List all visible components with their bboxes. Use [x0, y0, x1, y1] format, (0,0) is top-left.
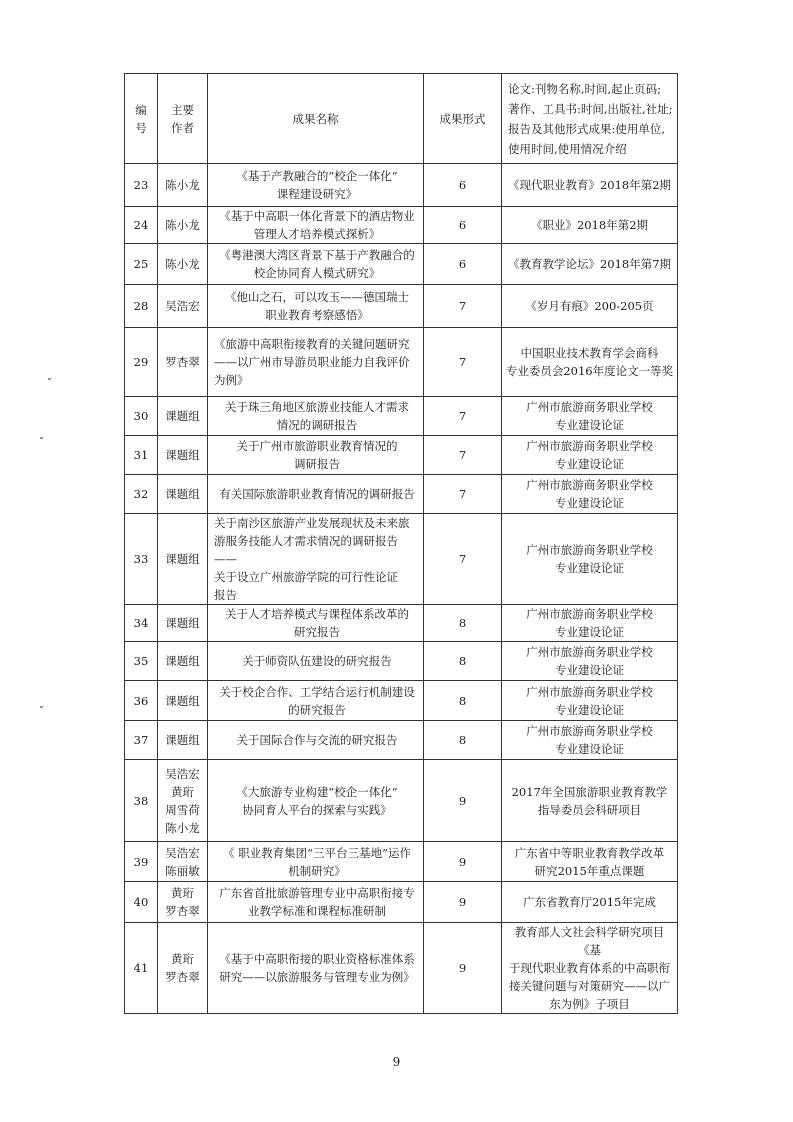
cell-author [158, 760, 208, 842]
cell-author [158, 842, 208, 882]
table-row [125, 164, 678, 207]
cell-author [158, 436, 208, 475]
cell-form: 7 [424, 475, 502, 514]
cell-line: 专业建设论证 [555, 625, 624, 639]
cell-title [208, 760, 424, 842]
table-row [125, 760, 678, 842]
table-row [125, 882, 678, 923]
cell-line: 指导委员会科研项目 [537, 802, 642, 817]
cell-line: 《他山之石，可以攻玉——德国瑞士 [225, 290, 409, 304]
cell-line: 调研报告 [294, 457, 340, 471]
cell-line: 专业建设论证 [555, 663, 624, 677]
cell-line: 广东省首批旅游管理专业中高职衔接专 [219, 886, 415, 900]
cell-form: 6 [424, 207, 502, 244]
cell-line: 吴浩宏 [165, 766, 200, 781]
cell-title [208, 397, 424, 436]
cell-line: 课题组 [165, 616, 200, 630]
cell-no: 30 [125, 397, 158, 436]
cell-usage [502, 328, 678, 397]
cell-no: 29 [125, 328, 158, 397]
cell-no: 35 [125, 642, 158, 681]
cell-line: 广州市旅游商务职业学校 [526, 645, 653, 659]
cell-line: 有关国际旅游职业教育情况的调研报告 [219, 487, 415, 501]
cell-line: 《旅游中高职衔接教育的关键问题研究 [214, 337, 410, 351]
cell-no: 34 [125, 605, 158, 642]
cell-usage [502, 605, 678, 642]
cell-line: 游服务技能人才需求情况的调研报告—— [214, 534, 398, 566]
page-number: 9 [392, 1055, 401, 1069]
cell-author [158, 285, 208, 328]
table-row [125, 436, 678, 475]
cell-line: 为例》 [214, 373, 249, 387]
cell-usage [502, 842, 678, 882]
cell-usage [502, 244, 678, 285]
table-row [125, 842, 678, 882]
cell-no: 36 [125, 681, 158, 721]
cell-author [158, 923, 208, 1014]
cell-title [208, 514, 424, 605]
cell-title [208, 436, 424, 475]
cell-line: 课题组 [165, 487, 200, 501]
table-row [125, 514, 678, 605]
cell-line: 课程建设研究》 [276, 187, 358, 201]
cell-line: 研究报告 [294, 625, 340, 639]
cell-line: 陈小龙 [165, 257, 200, 271]
cell-line: 关于人才培养模式与课程体系改革的 [225, 607, 409, 621]
cell-line: 罗杏翠 [165, 970, 200, 984]
cell-line: 《基于中高职衔接的职业资格标准体系 [219, 952, 415, 966]
cell-no: 39 [125, 842, 158, 882]
cell-line: 情况的调研报告 [276, 418, 358, 432]
cell-line: 《岁月有痕》200-205页 [525, 299, 654, 313]
cell-line: 《粤港澳大湾区背景下基于产教融合的 [219, 248, 415, 262]
header-row [125, 74, 678, 164]
cell-line: 管理人才培养模式探析》 [253, 227, 381, 241]
cell-line: 广东省中等职业教育教学改革 [514, 845, 665, 860]
cell-no: 31 [125, 436, 158, 475]
cell-line: 职业教育考察感悟》 [265, 308, 369, 322]
cell-line: 研究——以旅游服务与管理专业为例》 [219, 970, 415, 984]
cell-usage [502, 397, 678, 436]
cell-title [208, 882, 424, 923]
cell-line: 《职业》2018年第2期 [530, 218, 649, 232]
header-form: 成果形式 [424, 74, 502, 164]
header-usage: 论文:刊物名称,时间,起止页码; 著作、工具书:时间,出版社,社址; 报告及其他形式成果:使用单位, 使用时间,使用情况介绍 [502, 74, 678, 164]
cell-line: 专业建设论证 [555, 457, 624, 471]
table-row [125, 328, 678, 397]
results-table [124, 73, 678, 1014]
cell-title [208, 605, 424, 642]
margin-mark [40, 706, 43, 708]
cell-title [208, 285, 424, 328]
cell-usage [502, 681, 678, 721]
cell-line: 机制研究》 [288, 863, 346, 878]
cell-author [158, 642, 208, 681]
cell-line: 东为例》子项目 [549, 997, 630, 1011]
cell-line: 广州市旅游商务职业学校 [526, 400, 653, 414]
cell-line: 专业建设论证 [555, 561, 624, 575]
cell-form: 8 [424, 642, 502, 681]
cell-usage [502, 514, 678, 605]
cell-line: 黄珩 [171, 952, 194, 966]
cell-title [208, 164, 424, 207]
cell-no: 28 [125, 285, 158, 328]
cell-author [158, 721, 208, 760]
cell-no: 40 [125, 882, 158, 923]
cell-line: 专业建设论证 [555, 418, 624, 432]
cell-line: 中国职业技术教育学会商科 [520, 346, 659, 360]
cell-line: 《教育教学论坛》2018年第7期 [507, 257, 672, 271]
table-row [125, 605, 678, 642]
cell-line: 广州市旅游商务职业学校 [526, 724, 653, 738]
cell-title [208, 244, 424, 285]
cell-usage [502, 923, 678, 1014]
cell-no: 38 [125, 760, 158, 842]
cell-line: 关于珠三角地区旅游业技能人才需求 [225, 400, 409, 414]
cell-line: 关于广州市旅游职业教育情况的 [236, 439, 398, 453]
cell-line: 《大旅游专业构建“校企一体化” [236, 784, 398, 799]
cell-form: 6 [424, 164, 502, 207]
cell-line: 协同育人平台的探索与实践》 [242, 802, 392, 817]
cell-line: 研究2015年重点课题 [534, 863, 645, 878]
header-title: 成果名称 [208, 74, 424, 164]
cell-line: 广州市旅游商务职业学校 [526, 439, 653, 453]
cell-author [158, 882, 208, 923]
header-no: 编 号 [125, 74, 158, 164]
cell-no: 25 [125, 244, 158, 285]
cell-no: 23 [125, 164, 158, 207]
cell-line: 教育部人文社会科学研究项目《基 [514, 925, 665, 957]
cell-form: 7 [424, 285, 502, 328]
cell-line: 于现代职业教育体系的中高职衔 [509, 961, 670, 975]
cell-form: 7 [424, 436, 502, 475]
cell-usage [502, 642, 678, 681]
cell-no: 32 [125, 475, 158, 514]
cell-usage [502, 760, 678, 842]
table-row [125, 923, 678, 1014]
cell-author [158, 681, 208, 721]
cell-line: 关于南沙区旅游产业发展现状及未来旅 [214, 516, 410, 530]
margin-mark [40, 437, 43, 439]
table-row [125, 244, 678, 285]
table-row [125, 207, 678, 244]
cell-usage [502, 475, 678, 514]
cell-author [158, 328, 208, 397]
table-row [125, 475, 678, 514]
cell-line: 校企协同育人模式研究》 [253, 266, 381, 280]
cell-line: 罗杏翠 [165, 355, 200, 369]
cell-form: 6 [424, 244, 502, 285]
cell-title [208, 923, 424, 1014]
cell-line: 吴浩宏 [165, 299, 200, 313]
cell-author [158, 514, 208, 605]
cell-line: 陈小龙 [165, 218, 200, 232]
cell-line: 专业建设论证 [555, 702, 624, 717]
cell-line: 周雪荷 [165, 802, 200, 817]
cell-form: 7 [424, 397, 502, 436]
cell-line: 黄珩 [171, 784, 194, 799]
cell-usage [502, 285, 678, 328]
cell-form: 7 [424, 514, 502, 605]
cell-line: 黄珩 [171, 886, 194, 900]
cell-line: 陈小龙 [165, 178, 200, 192]
cell-form: 7 [424, 328, 502, 397]
cell-line: 广州市旅游商务职业学校 [526, 543, 653, 557]
cell-title [208, 475, 424, 514]
table-row [125, 721, 678, 760]
cell-title [208, 681, 424, 721]
cell-line: ——以广州市导游员职业能力自我评价 [214, 355, 410, 369]
cell-line: 课题组 [165, 733, 200, 747]
cell-form: 8 [424, 681, 502, 721]
cell-line: 罗杏翠 [165, 904, 200, 918]
cell-author [158, 397, 208, 436]
cell-title [208, 721, 424, 760]
cell-title [208, 842, 424, 882]
table-row [125, 397, 678, 436]
cell-line: 陈丽敏 [165, 863, 200, 878]
cell-line: 报告 [214, 588, 237, 602]
cell-usage [502, 436, 678, 475]
margin-mark [48, 378, 51, 380]
cell-line: 吴浩宏 [165, 845, 200, 860]
cell-line: 广州市旅游商务职业学校 [526, 607, 653, 621]
cell-line: 关于师资队伍建设的研究报告 [242, 654, 392, 668]
cell-line: 的研究报告 [288, 702, 346, 717]
table-body [125, 164, 678, 1014]
cell-author [158, 605, 208, 642]
cell-line: 关于国际合作与交流的研究报告 [236, 733, 398, 747]
cell-form: 9 [424, 923, 502, 1014]
cell-usage [502, 164, 678, 207]
cell-title [208, 207, 424, 244]
cell-line: 《现代职业教育》2018年第2期 [507, 178, 672, 192]
cell-line: 专业建设论证 [555, 496, 624, 510]
cell-line: 广州市旅游商务职业学校 [526, 478, 653, 492]
cell-line: 课题组 [165, 693, 200, 708]
cell-form: 8 [424, 721, 502, 760]
cell-line: 关于校企合作、工学结合运行机制建设 [219, 684, 415, 699]
table-row [125, 285, 678, 328]
header-author: 主要 作者 [158, 74, 208, 164]
cell-line: 《 职业教育集团“三平台三基地”运作 [223, 845, 411, 860]
cell-line: 关于设立广州旅游学院的可行性论证 [214, 570, 398, 584]
cell-line: 课题组 [165, 552, 200, 566]
cell-line: 广东省教育厅2015年完成 [523, 895, 656, 909]
cell-line: 课题组 [165, 448, 200, 462]
cell-no: 41 [125, 923, 158, 1014]
cell-line: 《基于中高职一体化背景下的酒店物业 [219, 209, 415, 223]
table-row [125, 681, 678, 721]
cell-line: 广州市旅游商务职业学校 [526, 684, 653, 699]
cell-line: 《基于产教融合的“校企一体化” [236, 169, 398, 183]
cell-no: 37 [125, 721, 158, 760]
cell-usage [502, 721, 678, 760]
cell-line: 专业委员会2016年度论文一等奖 [505, 364, 674, 378]
cell-author [158, 475, 208, 514]
cell-no: 24 [125, 207, 158, 244]
cell-title [208, 328, 424, 397]
cell-form: 9 [424, 760, 502, 842]
cell-line: 接关键问题与对策研究——以广 [509, 979, 670, 993]
cell-line: 课题组 [165, 409, 200, 423]
cell-author [158, 164, 208, 207]
cell-line: 业教学标准和课程标准研制 [248, 904, 386, 918]
cell-form: 8 [424, 605, 502, 642]
cell-title [208, 642, 424, 681]
cell-usage [502, 207, 678, 244]
cell-line: 2017年全国旅游职业教育教学 [511, 784, 668, 799]
cell-line: 课题组 [165, 654, 200, 668]
cell-form: 9 [424, 842, 502, 882]
cell-author [158, 207, 208, 244]
cell-usage [502, 882, 678, 923]
table-row [125, 642, 678, 681]
cell-line: 专业建设论证 [555, 742, 624, 756]
cell-no: 33 [125, 514, 158, 605]
cell-author [158, 244, 208, 285]
cell-line: 陈小龙 [165, 820, 200, 835]
cell-form: 9 [424, 882, 502, 923]
